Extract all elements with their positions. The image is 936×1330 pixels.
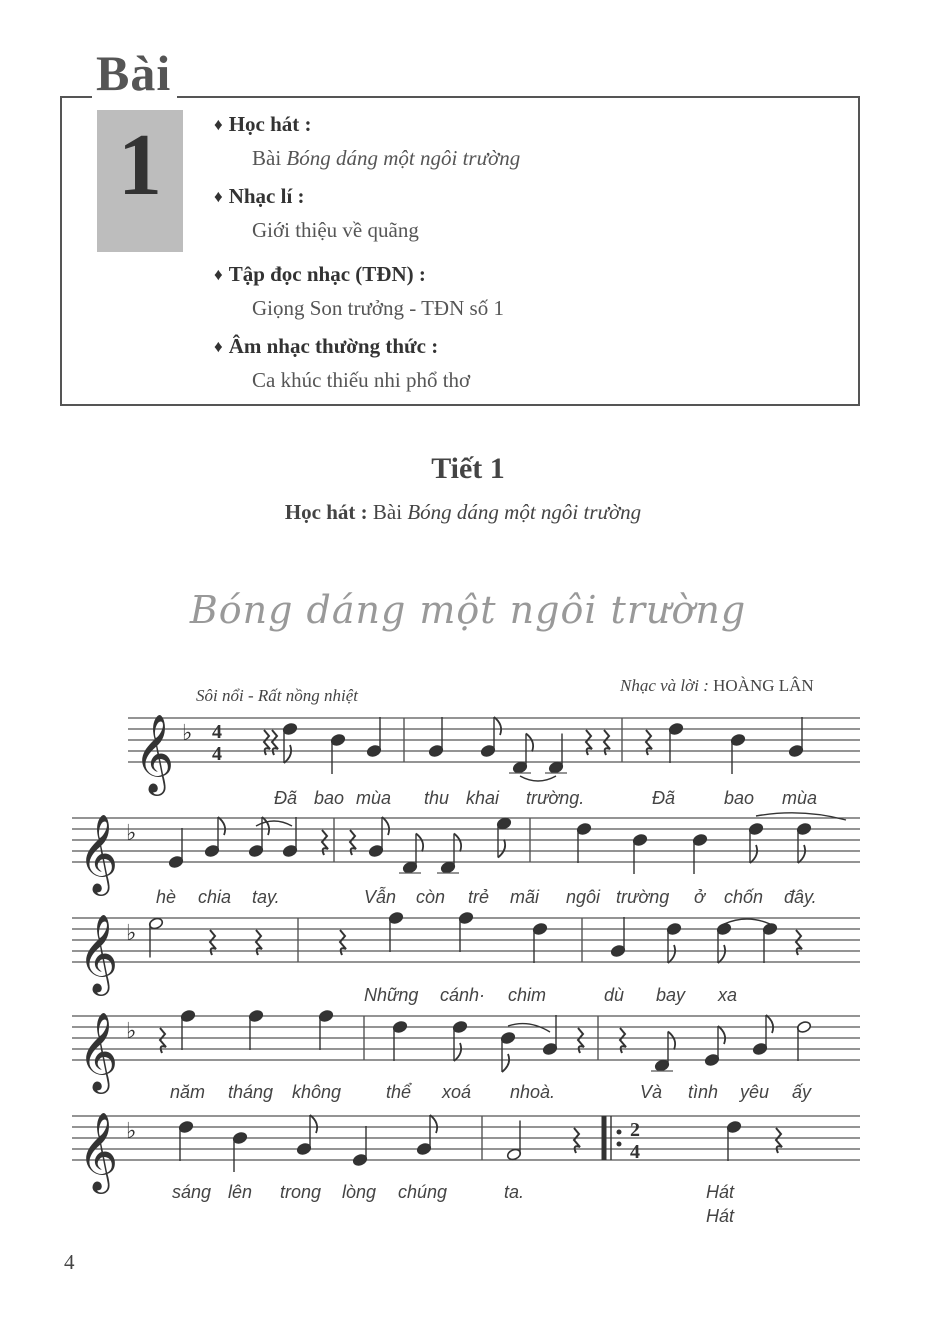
lesson-number: 1 <box>118 117 162 214</box>
diamond-bullet-icon: ♦ <box>214 265 223 284</box>
lyric-syllable: thể <box>386 1082 412 1102</box>
note-flag <box>668 1032 675 1050</box>
note-flag <box>430 1115 437 1133</box>
lyric-syllable: trường <box>616 887 670 907</box>
treble-clef-icon: 𝄞 <box>134 714 175 793</box>
note-flag <box>310 1115 317 1133</box>
note-flag <box>454 1043 461 1061</box>
lyric-syllable: Hát <box>706 1182 735 1202</box>
lyric-syllable: đây. <box>784 887 817 907</box>
lyric-syllable: thu <box>424 788 450 808</box>
lyric-syllable: chia <box>198 887 232 907</box>
lyric-syllable: Đã <box>274 788 298 808</box>
note-flag <box>750 845 757 863</box>
flat-sign-icon: ♭ <box>182 721 193 746</box>
lesson-word: Bài <box>92 48 177 98</box>
lyric-syllable: trẻ <box>468 887 490 907</box>
lyric-syllable: Những <box>364 985 419 1005</box>
topic-text: Giọng Son trưởng - TĐN số 1 <box>252 296 504 320</box>
lyric-syllable: chốn <box>724 887 764 907</box>
lyric-syllable: tình <box>688 1082 719 1102</box>
slur <box>520 776 556 781</box>
section-subtitle: Học hát : Bài Bóng dáng một ngôi trường <box>284 500 642 524</box>
slur <box>724 919 770 924</box>
repeat-dot <box>617 1130 622 1135</box>
time-signature-bottom: 4 <box>212 743 222 765</box>
lyric-syllable: yêu <box>740 1082 770 1102</box>
note-flag <box>494 717 501 735</box>
lyric-syllable: lên <box>228 1182 253 1202</box>
section-title: Tiết 1 <box>431 452 505 485</box>
lyric-syllable: mùa <box>782 788 818 808</box>
slur <box>756 813 846 820</box>
treble-clef-icon: 𝄞 <box>78 1012 119 1091</box>
time-signature-top: 4 <box>212 721 222 743</box>
lyric-syllable: Và <box>640 1082 663 1102</box>
note-flag <box>416 834 423 852</box>
topic-heading: ♦ Âm nhạc thường thức : <box>214 334 439 358</box>
note-flag <box>718 1026 725 1044</box>
lyric-syllable: dù <box>604 985 625 1005</box>
lyric-syllable: xoá <box>442 1082 472 1102</box>
lyric-syllable: tay. <box>252 887 280 907</box>
note-flag <box>218 817 225 835</box>
topic-heading: ♦ Tập đọc nhạc (TĐN) : <box>214 262 426 286</box>
lyric-syllable: cánh· <box>440 985 486 1005</box>
flat-sign-icon: ♭ <box>126 921 137 946</box>
lyric-syllable: mãi <box>510 887 540 907</box>
lyric-syllable: chúng <box>398 1182 448 1202</box>
lyric-syllable: ta. <box>504 1182 525 1202</box>
note-flag <box>668 945 675 963</box>
lyric-syllable: còn <box>416 887 446 907</box>
lyric-syllable: Đã <box>652 788 676 808</box>
repeat-dot <box>617 1142 622 1147</box>
song-title: Bóng dáng một ngôi trường <box>189 588 747 632</box>
note-flag <box>382 817 389 835</box>
lyric-syllable: khai <box>466 788 500 808</box>
composer-credit: Nhạc và lời : HOÀNG LÂN <box>620 676 814 695</box>
lyric-syllable: ở <box>694 887 705 907</box>
slur <box>508 1024 550 1032</box>
lyric-syllable: xa <box>718 985 738 1005</box>
note-flag <box>262 817 269 835</box>
time-signature-top: 2 <box>630 1119 640 1141</box>
lyric-syllable: Vẫn <box>364 887 397 907</box>
note-flag <box>798 845 805 863</box>
lyric-syllable: trường. <box>526 788 585 808</box>
flat-sign-icon: ♭ <box>126 1019 137 1044</box>
lyric-syllable: không <box>292 1082 342 1102</box>
lyric-syllable: hè <box>156 887 177 907</box>
note-flag <box>766 1015 773 1033</box>
tempo-marking: Sôi nổi - Rất nồng nhiệt <box>196 686 358 705</box>
lyric-syllable: bay <box>656 985 686 1005</box>
diamond-bullet-icon: ♦ <box>214 337 223 356</box>
note-flag <box>284 745 291 763</box>
time-signature-bottom: 4 <box>630 1141 640 1163</box>
diamond-bullet-icon: ♦ <box>214 115 223 134</box>
topic-text: Giới thiệu về quãng <box>252 218 419 242</box>
note-flag <box>454 834 461 852</box>
lyric-syllable: trong <box>280 1182 322 1202</box>
lyric-syllable: mùa <box>356 788 392 808</box>
note-flag <box>718 945 725 963</box>
treble-clef-icon: 𝄞 <box>78 814 119 893</box>
lyric-syllable: bao <box>314 788 345 808</box>
treble-clef-icon: 𝄞 <box>78 1112 119 1191</box>
note-flag <box>498 840 505 858</box>
diamond-bullet-icon: ♦ <box>214 187 223 206</box>
lyric-syllable: bao <box>724 788 755 808</box>
lyric-syllable: lòng <box>342 1182 377 1202</box>
lyric-syllable: nhoà. <box>510 1082 556 1102</box>
topic-text: Bài Bóng dáng một ngôi trường <box>252 146 521 170</box>
lyric-syllable: ngôi <box>566 887 601 907</box>
topic-heading: ♦ Học hát : <box>214 112 312 136</box>
flat-sign-icon: ♭ <box>126 1119 137 1144</box>
note-flag <box>526 734 533 752</box>
lyric-syllable: ấy <box>792 1082 812 1102</box>
topic-heading: ♦ Nhạc lí : <box>214 184 305 208</box>
topic-text: Ca khúc thiếu nhi phổ thơ <box>252 368 471 392</box>
lyric-syllable: sáng <box>172 1182 212 1202</box>
treble-clef-icon: 𝄞 <box>78 914 119 993</box>
lyric-syllable: Hát <box>706 1206 735 1226</box>
flat-sign-icon: ♭ <box>126 821 137 846</box>
note-flag <box>502 1054 509 1072</box>
lyric-syllable: năm <box>170 1082 206 1102</box>
lyric-syllable: tháng <box>228 1082 274 1102</box>
page-number: 4 <box>64 1250 75 1274</box>
lyric-syllable: chim <box>508 985 547 1005</box>
